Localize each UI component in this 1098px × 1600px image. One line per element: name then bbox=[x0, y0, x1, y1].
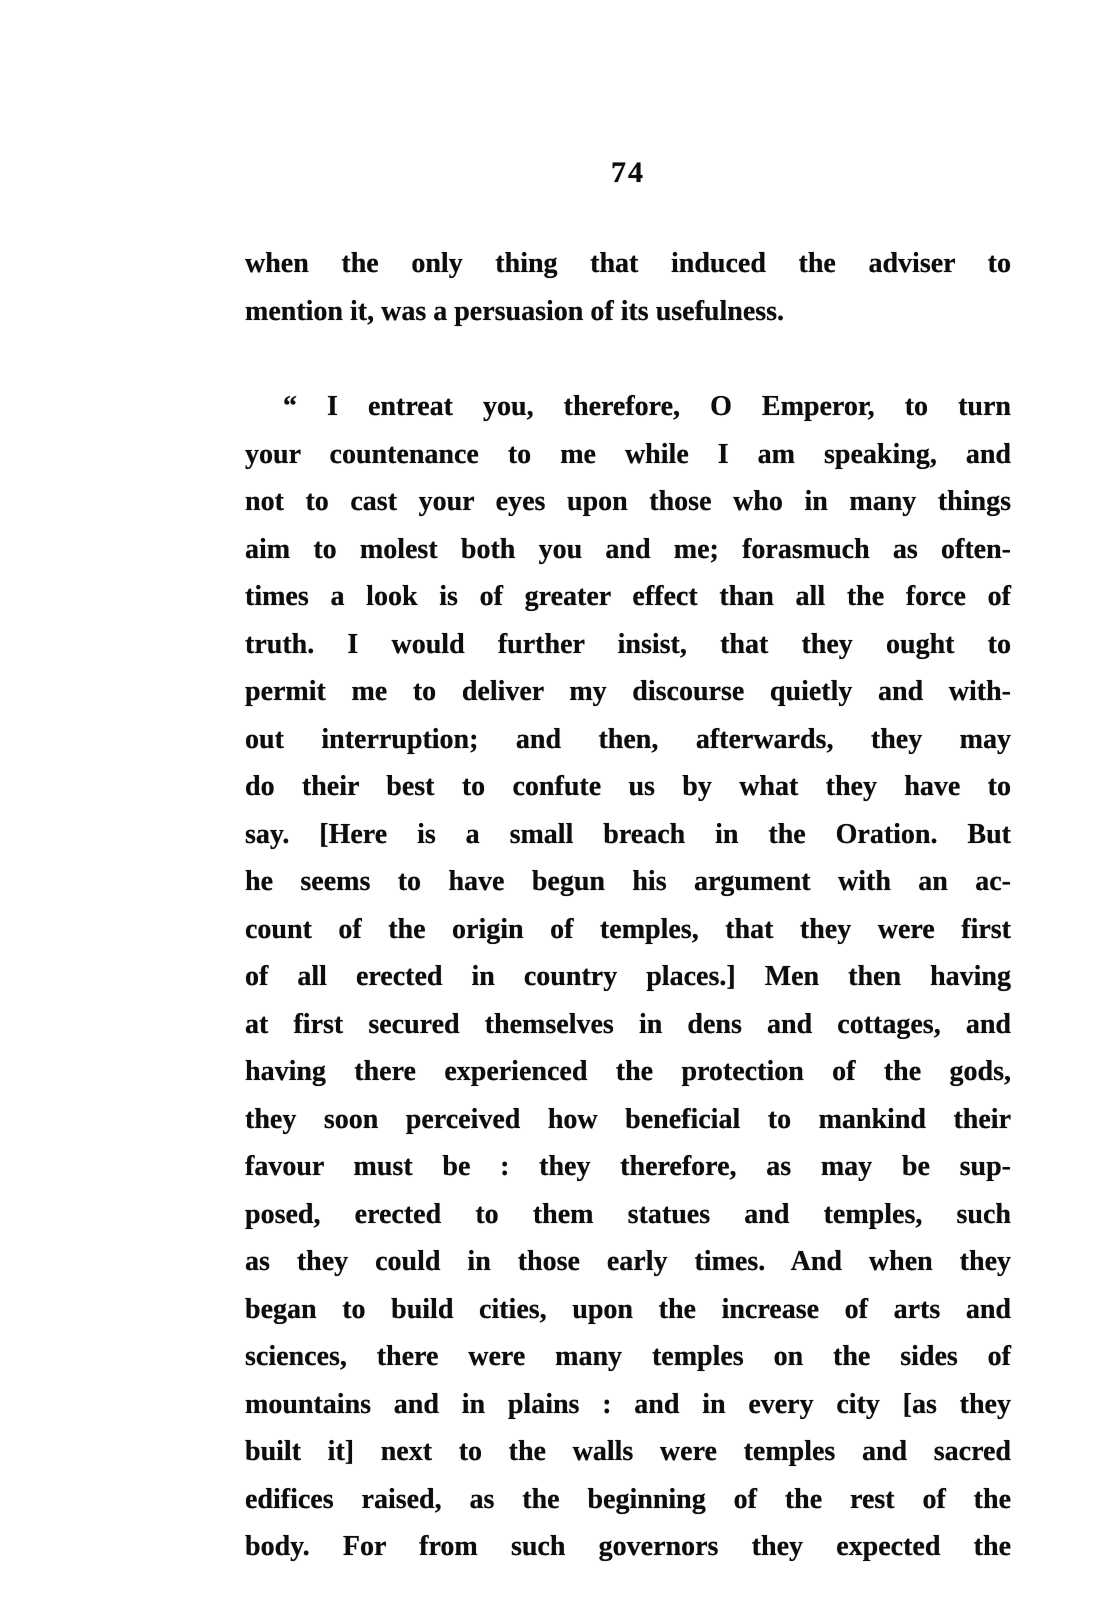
text-line: not to cast your eyes upon those who in many things bbox=[245, 486, 1011, 517]
text-line: favour must be : they therefore, as may be sup- bbox=[245, 1151, 1011, 1182]
text-line: as they could in those early times. And when they bbox=[245, 1246, 1011, 1277]
text-line: aim to molest both you and me; forasmuch as often- bbox=[245, 533, 1011, 565]
text-line: permit me to deliver my discourse quietly and with- bbox=[245, 676, 1011, 707]
text-line: count of the origin of temples, that they were first bbox=[245, 913, 1011, 945]
text-line: began to build cities, upon the increase of arts and bbox=[245, 1293, 1011, 1325]
text-line: mention it, was a persuasion of its usefulness. bbox=[245, 295, 785, 327]
text-line: posed, erected to them statues and temples, such bbox=[245, 1198, 1011, 1230]
text-line: say. [Here is a small breach in the Oration. But bbox=[245, 818, 1011, 850]
text-line: built it] next to the walls were temples and sacred bbox=[245, 1436, 1011, 1467]
text-line: having there experienced the protection of the gods, bbox=[245, 1056, 1011, 1087]
text-line: sciences, there were many temples on the sides of bbox=[245, 1341, 1011, 1372]
text-line: at first secured themselves in dens and cottages, and bbox=[245, 1008, 1011, 1040]
text-line: mountains and in plains : and in every city [as they bbox=[245, 1388, 1011, 1420]
page-number: 74 bbox=[611, 156, 645, 189]
text-line: he seems to have begun his argument with an ac- bbox=[245, 866, 1011, 897]
text-line: they soon perceived how beneficial to mankind their bbox=[245, 1103, 1011, 1135]
text-block bbox=[245, 240, 1011, 1571]
text-line: edifices raised, as the beginning of the rest of the bbox=[245, 1483, 1011, 1515]
text-line: out interruption; and then, afterwards, they may bbox=[245, 723, 1011, 755]
text-line: do their best to confute us by what they have to bbox=[245, 771, 1011, 802]
text-line: truth. I would further insist, that they ought to bbox=[245, 628, 1011, 660]
paragraph-oration-quote bbox=[245, 383, 1011, 1571]
text-line: “ I entreat you, therefore, O Emperor, to turn bbox=[283, 391, 1011, 422]
text-line: body. For from such governors they expected the bbox=[245, 1531, 1011, 1562]
text-line: your countenance to me while I am speaking, and bbox=[245, 438, 1011, 470]
text-line: when the only thing that induced the adviser to bbox=[245, 248, 1011, 279]
paragraph-intro bbox=[245, 240, 1011, 335]
text-line: times a look is of greater effect than all the force of bbox=[245, 581, 1011, 612]
text-line: of all erected in country places.] Men then having bbox=[245, 961, 1011, 992]
